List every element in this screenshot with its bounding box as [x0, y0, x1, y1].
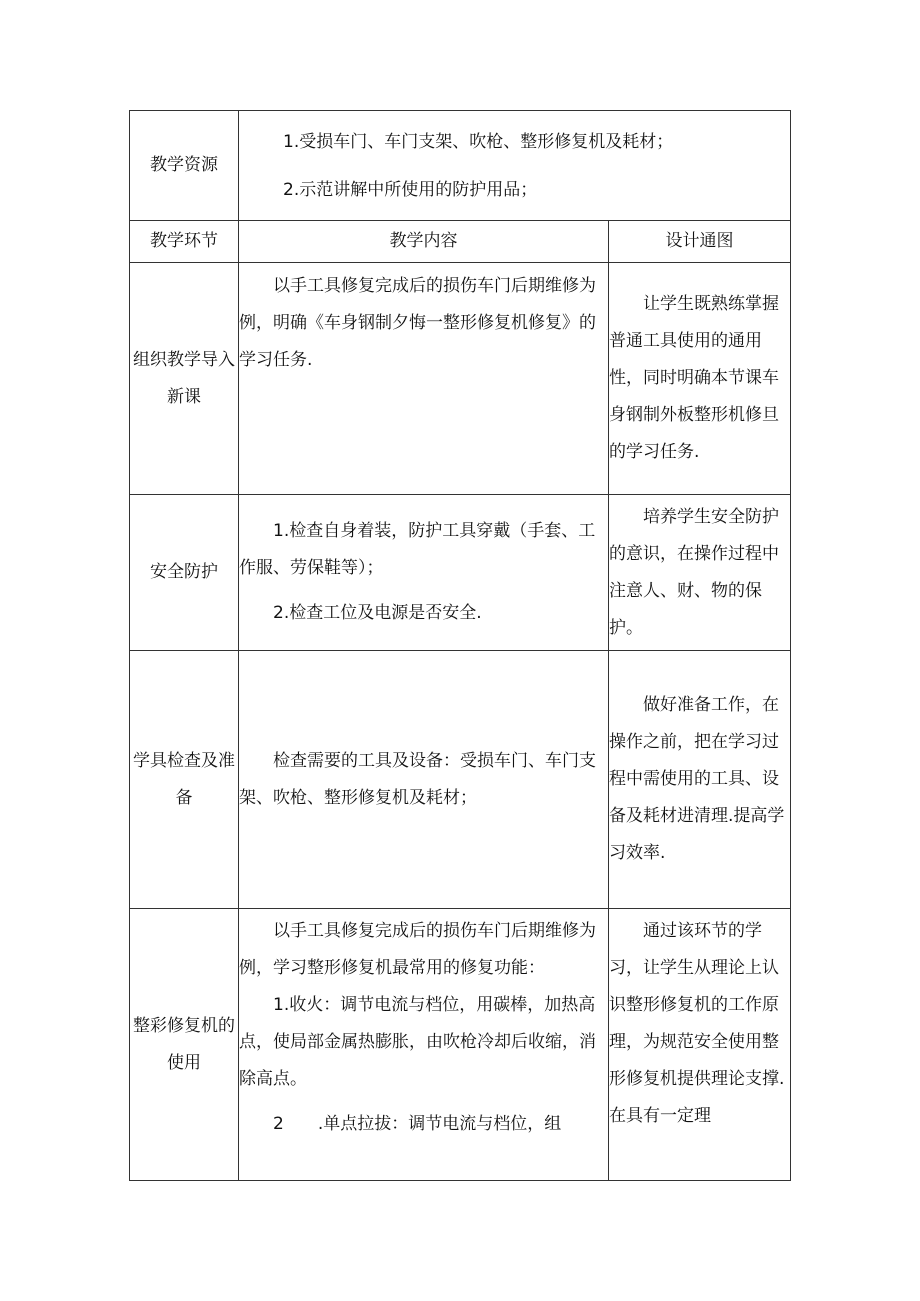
design-cell	[609, 263, 791, 495]
stage-cell: 安全防护	[130, 495, 239, 651]
header-content: 教学内容	[239, 221, 609, 263]
design-cell	[609, 651, 791, 909]
content-paragraph: 2.检查工位及电源是否安全.	[273, 603, 482, 623]
resources-row	[130, 111, 791, 221]
design-paragraph: 做好准备工作，在操作之前，把在学习过程中需使用的工具、设备及耗材进清理.提高学习效率.	[609, 695, 785, 863]
resources-content	[239, 111, 791, 221]
table-row	[130, 909, 791, 1181]
design-paragraph: 让学生既熟练掌握普通工具使用的通用性，同时明确本节课车身钢制外板整形机修旦的学习任务.	[609, 294, 779, 462]
content-paragraph: 1.收火：调节电流与档位，用碳棒，加热高点，使局部金属热膨胀，由吹枪冷却后收缩，消除高点。	[239, 995, 596, 1089]
content-paragraph: 以手工具修复完成后的损伤车门后期维修为例，学习整形修复机最常用的修复功能：	[239, 921, 596, 978]
design-cell	[609, 909, 791, 1181]
stage-cell: 学具检查及准备	[130, 651, 239, 909]
content-paragraph: 1.检查自身着装，防护工具穿戴（手套、工作服、劳保鞋等）；	[239, 521, 596, 578]
content-cell	[239, 909, 609, 1181]
stage-cell: 组织教学导入新课	[130, 263, 239, 495]
resource-item: 2.示范讲解中所使用的防护用品；	[283, 179, 538, 200]
stage-cell: 整彩修复机的使用	[130, 909, 239, 1181]
design-paragraph: 通过该环节的学习，让学生从理论上认识整形修复机的工作原理，为规范安全使用整形修复机提供理论支撑.在具有一定理	[609, 921, 785, 1126]
header-row	[130, 221, 791, 263]
content-paragraph: 检查需要的工具及设备：受损车门、车门支架、吹枪、整形修复机及耗材；	[239, 750, 596, 808]
content-paragraph: 以手工具修复完成后的损伤车门后期维修为例，明确《车身钢制夕悔一整形修复机修复》的学习任务.	[239, 276, 596, 370]
content-cell	[239, 495, 609, 651]
table-row	[130, 651, 791, 909]
header-stage: 教学环节	[130, 221, 239, 263]
design-cell	[609, 495, 791, 651]
header-design: 设计通图	[609, 221, 791, 263]
content-paragraph: 2 .单点拉拔：调节电流与档位，组	[273, 1114, 562, 1134]
lesson-plan-table	[129, 110, 791, 1181]
design-paragraph: 培养学生安全防护的意识，在操作过程中注意人、财、物的保护。	[609, 506, 779, 638]
table-row	[130, 263, 791, 495]
resources-label: 教学资源	[130, 111, 239, 221]
content-cell	[239, 651, 609, 909]
content-cell	[239, 263, 609, 495]
resource-item: 1.受损车门、车门支架、吹枪、整形修复机及耗材；	[283, 131, 674, 152]
table-row	[130, 495, 791, 651]
